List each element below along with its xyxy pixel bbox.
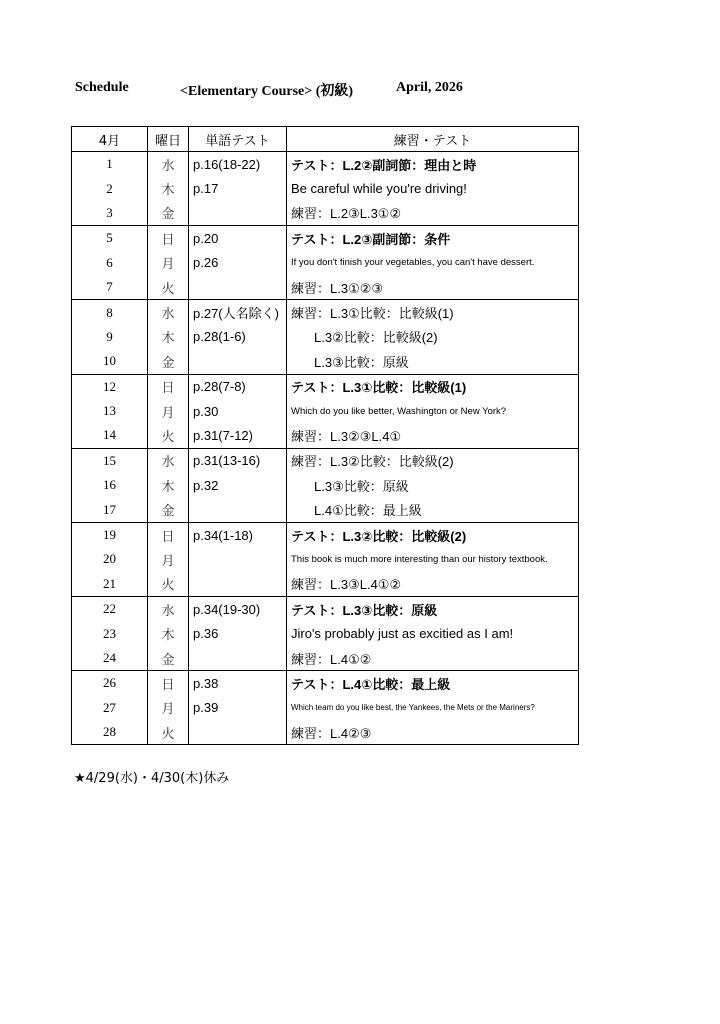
day-cell: 9 <box>72 325 148 349</box>
weekday-cell: 木 <box>148 473 189 497</box>
day-cell: 14 <box>72 423 148 448</box>
practice-cell: Jiro's probably just as excitied as I am! <box>287 621 579 645</box>
weekday-cell: 日 <box>148 374 189 399</box>
practice-cell: テスト：L.2③副詞節：条件 <box>287 226 579 251</box>
table-row <box>72 522 579 547</box>
day-cell: 5 <box>72 226 148 251</box>
practice-cell: テスト：L.3①比較：比較級(1) <box>287 374 579 399</box>
day-cell: 20 <box>72 547 148 571</box>
table-row <box>72 646 579 671</box>
vocab-test-cell <box>189 275 287 300</box>
vocab-test-cell: p.34(1-18) <box>189 522 287 547</box>
practice-cell: 練習：L.3②③L.4① <box>287 423 579 448</box>
weekday-cell: 火 <box>148 275 189 300</box>
practice-cell: 練習：L.3①②③ <box>287 275 579 300</box>
vocab-test-cell <box>189 547 287 571</box>
practice-cell: L.3③比較：原級 <box>287 473 579 497</box>
practice-cell: Which team do you like best, the Yankees, the Mets or the Mariners? <box>287 696 579 720</box>
vocab-test-cell: p.39 <box>189 696 287 720</box>
day-cell: 16 <box>72 473 148 497</box>
weekday-cell: 月 <box>148 251 189 275</box>
holiday-note: ★4/29(水)・4/30(木)休み <box>74 771 230 786</box>
practice-cell: 練習：L.4①② <box>287 646 579 671</box>
weekday-cell: 火 <box>148 572 189 597</box>
vocab-test-cell: p.31(7-12) <box>189 423 287 448</box>
vocab-test-cell <box>189 572 287 597</box>
vocab-test-cell: p.28(7-8) <box>189 374 287 399</box>
table-row <box>72 423 579 448</box>
practice-cell: This book is much more interesting than our history textbook. <box>287 547 579 571</box>
day-cell: 12 <box>72 374 148 399</box>
vocab-test-cell: p.16(18-22) <box>189 152 287 177</box>
practice-cell: Which do you like better, Washington or New York? <box>287 399 579 423</box>
weekday-cell: 金 <box>148 201 189 226</box>
vocab-test-cell: p.31(13-16) <box>189 448 287 473</box>
table-row <box>72 176 579 200</box>
vocab-test-cell: p.20 <box>189 226 287 251</box>
day-cell: 23 <box>72 621 148 645</box>
day-cell: 24 <box>72 646 148 671</box>
table-row <box>72 226 579 251</box>
practice-cell: テスト：L.3③比較：原級 <box>287 597 579 622</box>
table-row <box>72 497 579 522</box>
day-cell: 8 <box>72 300 148 325</box>
day-cell: 28 <box>72 720 148 745</box>
day-cell: 10 <box>72 349 148 374</box>
practice-cell: 練習：L.3①比較：比較級(1) <box>287 300 579 325</box>
day-cell: 2 <box>72 176 148 200</box>
vocab-test-cell <box>189 349 287 374</box>
schedule-table-header <box>72 127 579 152</box>
vocab-test-cell <box>189 720 287 745</box>
weekday-cell: 日 <box>148 226 189 251</box>
vocab-test-cell: p.34(19-30) <box>189 597 287 622</box>
schedule-table <box>71 126 579 745</box>
table-row <box>72 696 579 720</box>
table-row <box>72 300 579 325</box>
weekday-cell: 水 <box>148 300 189 325</box>
day-cell: 1 <box>72 152 148 177</box>
table-row <box>72 473 579 497</box>
table-row <box>72 325 579 349</box>
schedule-table-body <box>72 152 579 745</box>
weekday-cell: 火 <box>148 720 189 745</box>
practice-cell: L.3③比較：原級 <box>287 349 579 374</box>
header-row <box>72 127 579 152</box>
table-row <box>72 572 579 597</box>
weekday-cell: 月 <box>148 399 189 423</box>
day-cell: 22 <box>72 597 148 622</box>
day-cell: 13 <box>72 399 148 423</box>
weekday-cell: 水 <box>148 152 189 177</box>
day-cell: 19 <box>72 522 148 547</box>
vocab-test-cell <box>189 646 287 671</box>
vocab-test-cell: p.27(人名除く) <box>189 300 287 325</box>
table-row <box>72 251 579 275</box>
weekday-cell: 金 <box>148 646 189 671</box>
practice-cell: If you don't finish your vegetables, you can't have dessert. <box>287 251 579 275</box>
practice-cell: テスト：L.2②副詞節：理由と時 <box>287 152 579 177</box>
table-row <box>72 374 579 399</box>
weekday-cell: 木 <box>148 176 189 200</box>
vocab-test-cell: p.28(1-6) <box>189 325 287 349</box>
table-row <box>72 547 579 571</box>
table-row <box>72 349 579 374</box>
day-cell: 6 <box>72 251 148 275</box>
table-row <box>72 448 579 473</box>
table-row <box>72 720 579 745</box>
practice-cell: テスト：L.3②比較：比較級(2) <box>287 522 579 547</box>
day-cell: 27 <box>72 696 148 720</box>
weekday-cell: 火 <box>148 423 189 448</box>
table-row <box>72 201 579 226</box>
vocab-test-cell: p.17 <box>189 176 287 200</box>
table-row <box>72 671 579 696</box>
day-cell: 15 <box>72 448 148 473</box>
column-header-practice-test: 練習・テスト <box>287 127 579 152</box>
practice-cell: L.4①比較：最上級 <box>287 497 579 522</box>
practice-cell: 練習：L.3②比較：比較級(2) <box>287 448 579 473</box>
header-course-title: <Elementary Course> (初級) <box>180 84 354 99</box>
practice-cell: Be careful while you're driving! <box>287 176 579 200</box>
column-header-vocab-test: 単語テスト <box>189 127 287 152</box>
table-row <box>72 399 579 423</box>
table-row <box>72 275 579 300</box>
vocab-test-cell: p.38 <box>189 671 287 696</box>
column-header-weekday: 曜日 <box>148 127 189 152</box>
day-cell: 26 <box>72 671 148 696</box>
weekday-cell: 水 <box>148 597 189 622</box>
vocab-test-cell: p.36 <box>189 621 287 645</box>
practice-cell: テスト：L.4①比較：最上級 <box>287 671 579 696</box>
vocab-test-cell: p.32 <box>189 473 287 497</box>
day-cell: 3 <box>72 201 148 226</box>
practice-cell: 練習：L.2③L.3①② <box>287 201 579 226</box>
vocab-test-cell: p.26 <box>189 251 287 275</box>
practice-cell: 練習：L.3③L.4①② <box>287 572 579 597</box>
weekday-cell: 日 <box>148 671 189 696</box>
table-row <box>72 597 579 622</box>
vocab-test-cell <box>189 201 287 226</box>
table-row <box>72 152 579 177</box>
weekday-cell: 木 <box>148 621 189 645</box>
weekday-cell: 月 <box>148 696 189 720</box>
table-row <box>72 621 579 645</box>
header-schedule-label: Schedule <box>75 80 129 95</box>
column-header-day: 4月 <box>72 127 148 152</box>
weekday-cell: 金 <box>148 349 189 374</box>
weekday-cell: 月 <box>148 547 189 571</box>
day-cell: 17 <box>72 497 148 522</box>
vocab-test-cell <box>189 497 287 522</box>
vocab-test-cell: p.30 <box>189 399 287 423</box>
day-cell: 21 <box>72 572 148 597</box>
practice-cell: 練習：L.4②③ <box>287 720 579 745</box>
weekday-cell: 金 <box>148 497 189 522</box>
day-cell: 7 <box>72 275 148 300</box>
weekday-cell: 木 <box>148 325 189 349</box>
weekday-cell: 水 <box>148 448 189 473</box>
practice-cell: L.3②比較：比較級(2) <box>287 325 579 349</box>
weekday-cell: 日 <box>148 522 189 547</box>
header-date: April, 2026 <box>396 80 463 95</box>
